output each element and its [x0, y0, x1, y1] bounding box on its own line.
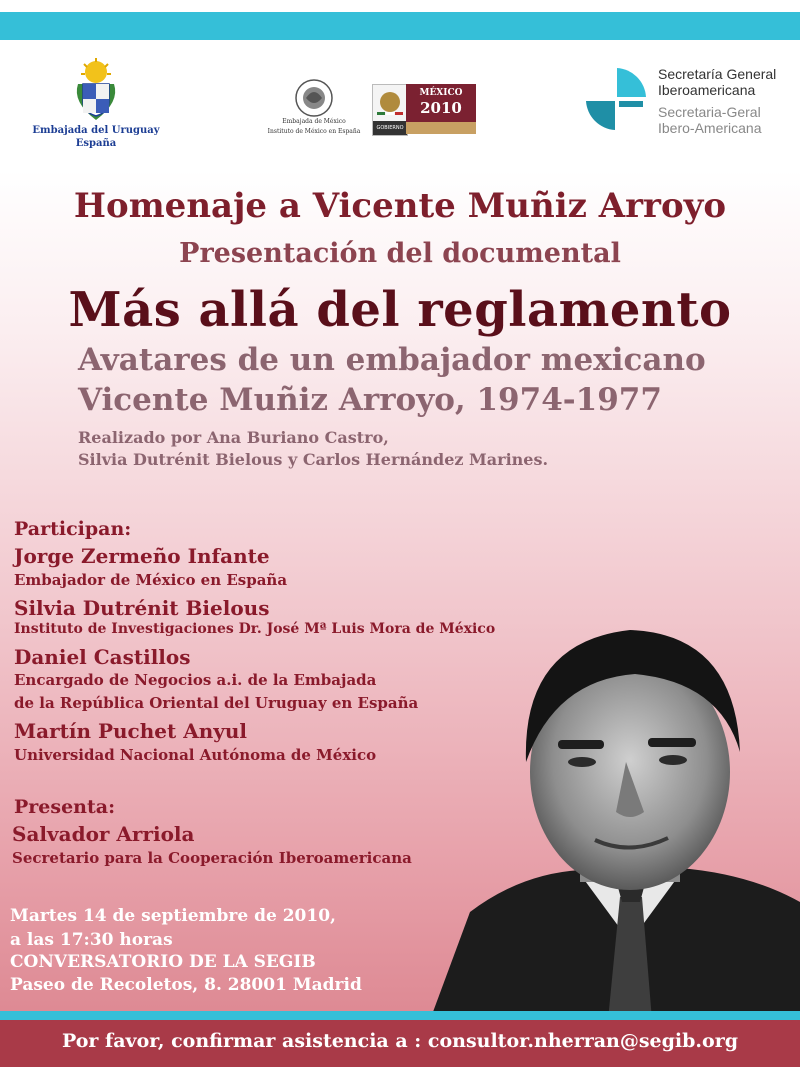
documentary-subtitle-2: Vicente Muñiz Arroyo, 1974-1977 [78, 382, 662, 418]
segib-line4: Ibero-Americana [658, 120, 762, 136]
uruguay-coat-of-arms-icon [68, 58, 124, 124]
mexico-2010-year: 2010 [420, 99, 462, 117]
credits-line-1: Realizado por Ana Buriano Castro, [78, 428, 389, 447]
participant-role: de la República Oriental del Uruguay en España [14, 694, 419, 712]
participant-name: Daniel Castillos [14, 645, 191, 669]
segib-line1: Secretaría General [658, 66, 777, 82]
gobierno-federal-logo [372, 84, 408, 145]
documentary-subtitle-1: Avatares de un embajador mexicano [78, 342, 706, 378]
participant-role: Encargado de Negocios a.i. de la Embajada [14, 671, 377, 689]
participants-heading: Participan: [14, 518, 132, 540]
mexico-2010-logo [406, 84, 476, 134]
presenter-name: Salvador Arriola [12, 822, 195, 846]
mexico-embassy-line2: Instituto de México en España [267, 128, 361, 135]
mexico-seal-icon [291, 78, 337, 118]
mexican-eagle-icon [373, 85, 407, 121]
participant-role: Embajador de México en España [14, 571, 288, 589]
segib-line2: Iberoamericana [658, 82, 756, 98]
uruguay-line2: España [75, 138, 117, 149]
event-date: Martes 14 de septiembre de 2010, [10, 906, 336, 926]
uruguay-embassy-label [28, 124, 164, 150]
mexico-2010-top: MÉXICO [419, 88, 463, 98]
participant-name: Silvia Dutrénit Bielous [14, 596, 270, 620]
rsvp-footer: Por favor, confirmar asistencia a : consultor.nherran@segib.org [61, 1030, 739, 1052]
participant-name: Jorge Zermeño Infante [14, 544, 270, 568]
event-address: Paseo de Recoletos, 8. 28001 Madrid [10, 975, 362, 995]
documentary-title: Más allá del reglamento [68, 282, 732, 338]
segib-line3: Secretaria-Geral [658, 104, 761, 120]
mexico-embassy-line1: Embajada de México [282, 118, 346, 125]
presentacion-subtitle: Presentación del documental [179, 238, 621, 269]
segib-logo-icon [586, 66, 648, 132]
event-venue: CONVERSATORIO DE LA SEGIB [10, 952, 316, 972]
participant-role: Universidad Nacional Autónoma de México [14, 746, 377, 764]
bottom-accent-bar [0, 1011, 800, 1020]
gobierno-federal-label: GOBIERNO FEDERAL [373, 121, 407, 135]
portrait-photo [430, 612, 800, 1020]
credits-line-2: Silvia Dutrénit Bielous y Carlos Hernández Marines. [78, 450, 549, 469]
presenter-heading: Presenta: [14, 796, 116, 818]
homenaje-title: Homenaje a Vicente Muñiz Arroyo [73, 186, 727, 226]
event-time: a las 17:30 horas [10, 930, 173, 950]
mexico-2010-bar [406, 122, 476, 134]
participant-role: Instituto de Investigaciones Dr. José Mª Luis Mora de México [14, 621, 496, 637]
top-accent-bar [0, 12, 800, 40]
uruguay-line1: Embajada del Uruguay [32, 125, 160, 136]
presenter-role: Secretario para la Cooperación Iberoamericana [12, 849, 412, 867]
participant-name: Martín Puchet Anyul [14, 719, 248, 743]
